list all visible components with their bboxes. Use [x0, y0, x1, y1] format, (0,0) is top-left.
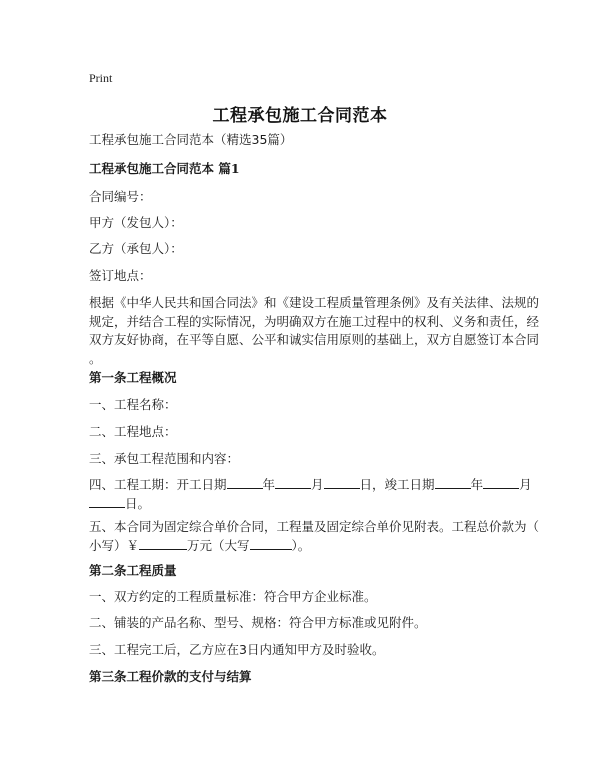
- document-title: 工程承包施工合同范本: [212, 106, 388, 126]
- article2-item1: 一、双方约定的工程质量标准：符合甲方企业标准。: [89, 589, 377, 604]
- article2-heading: 第二条工程质量: [89, 563, 177, 578]
- document-subtitle: 工程承包施工合同范本（精选35篇）: [89, 132, 293, 147]
- party-a-field: 甲方（发包人）：: [89, 215, 183, 230]
- end-day-blank: [89, 495, 125, 508]
- day-end-label: 日。: [125, 495, 151, 511]
- article2-item3: 三、工程完工后，乙方应在3日内通知甲方及时验收。: [89, 642, 385, 657]
- article1-heading: 第一条工程概况: [89, 370, 177, 385]
- article1-item5: [89, 518, 540, 555]
- schedule-prefix: 四、工程工期：开工日期: [89, 477, 227, 492]
- article2-item2: 二、铺装的产品名称、型号、规格：符合甲方标准或见附件。: [89, 615, 427, 630]
- section-title: 工程承包施工合同范本 篇1: [89, 161, 240, 176]
- start-year-blank: [227, 476, 263, 489]
- article1-item4: [89, 476, 532, 513]
- contract-number-field: 合同编号：: [89, 189, 152, 204]
- party-b-field: 乙方（承包人）：: [89, 241, 183, 256]
- preamble-line: 根据《中华人民共和国合同法》和《建设工程质量管理条例》及有关法律、法规的: [89, 295, 540, 310]
- month-label: 月: [311, 477, 324, 492]
- year-label: 年: [262, 477, 276, 492]
- price-end: ）。: [291, 537, 311, 553]
- price-line-1: 五、本合同为固定综合单价合同，工程量及固定综合单价见附表。工程总价款为（: [89, 519, 540, 534]
- end-month-blank: [483, 476, 519, 489]
- price-uppercase-blank: [250, 537, 292, 550]
- preamble-line: 规定，并结合工程的实际情况，为明确双方在施工过程中的权利、义务和责任，经: [89, 313, 540, 329]
- schedule-line: [89, 476, 532, 495]
- price-mid: 万元（大写: [187, 537, 250, 553]
- start-day-blank: [324, 476, 360, 489]
- sign-place-field: 签订地点：: [89, 268, 152, 283]
- complete-label: 日，竣工日期: [359, 477, 435, 492]
- article1-item3: 三、承包工程范围和内容：: [89, 451, 240, 466]
- price-lowercase-blank: [139, 537, 187, 550]
- price-prefix: 小写）￥: [89, 537, 140, 553]
- month2-label: 月: [519, 477, 532, 492]
- start-month-blank: [275, 476, 311, 489]
- article3-heading: 第三条工程价款的支付与结算: [89, 669, 252, 684]
- schedule-line-2: [89, 495, 521, 514]
- price-line-2: [89, 537, 521, 556]
- print-label[interactable]: Print: [89, 71, 113, 85]
- preamble-paragraph: [89, 294, 540, 368]
- year2-label: 年: [470, 477, 484, 492]
- article1-item1: 一、工程名称：: [89, 397, 177, 412]
- end-year-blank: [435, 476, 471, 489]
- preamble-line: 双方友好协商，在平等自愿、公平和诚实信用原则的基础上，双方自愿签订本合同: [89, 332, 540, 347]
- preamble-line: 。: [89, 350, 102, 366]
- article1-item2: 二、工程地点：: [89, 424, 177, 439]
